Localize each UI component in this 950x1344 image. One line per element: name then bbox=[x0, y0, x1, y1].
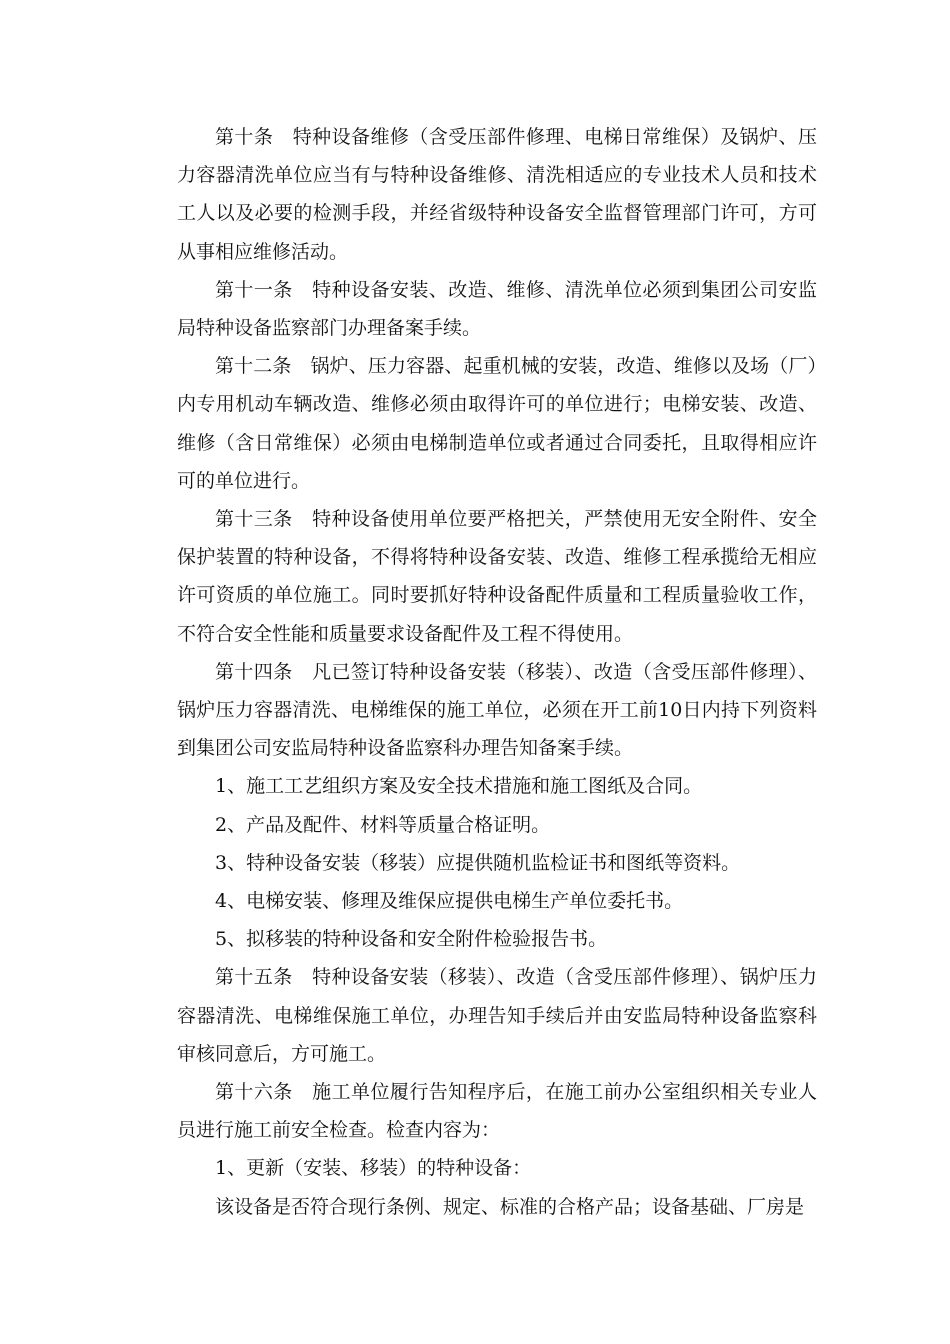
article-13-paragraph: 第十三条 特种设备使用单位要严格把关，严禁使用无安全附件、安全保护装置的特种设备，不得将特种设备安装、改造、维修工程承揽给无相应许可资质的单位施工。同时要抓好特种设备配件质量和工程质量验收工作，不符合安全性能和质量要求设备配件及工程不得使用。 bbox=[177, 508, 817, 645]
list-item: 2、产品及配件、材料等质量合格证明。 bbox=[215, 813, 551, 836]
article-14-paragraph: 第十四条 凡已签订特种设备安装（移装）、改造（含受压部件修理）、锅炉压力容器清洗、电梯维保的施工单位，必须在开工前10日内持下列资料到集团公司安监局特种设备监察科办理告知备案手续。 bbox=[177, 660, 817, 760]
list-item: 5、拟移装的特种设备和安全附件检验报告书。 bbox=[215, 928, 608, 951]
document-body bbox=[177, 118, 817, 1226]
body-paragraph: 该设备是否符合现行条例、规定、标准的合格产品；设备基础、厂房是 bbox=[215, 1195, 805, 1218]
article-15-paragraph: 第十五条 特种设备安装（移装）、改造（含受压部件修理）、锅炉压力容器清洗、电梯维保施工单位，办理告知手续后并由安监局特种设备监察科审核同意后，方可施工。 bbox=[177, 966, 817, 1065]
article-11-paragraph: 第十一条 特种设备安装、改造、维修、清洗单位必须到集团公司安监局特种设备监察部门办理备案手续。 bbox=[177, 278, 817, 340]
list-item: 3、特种设备安装（移装）应提供随机监检证书和图纸等资料。 bbox=[215, 851, 741, 874]
article-16-paragraph: 第十六条 施工单位履行告知程序后，在施工前办公室组织相关专业人员进行施工前安全检查。检查内容为： bbox=[177, 1081, 817, 1142]
list-item: 1、更新（安装、移装）的特种设备： bbox=[215, 1157, 532, 1180]
article-12-paragraph: 第十二条 锅炉、压力容器、起重机械的安装，改造、维修以及场（厂）内专用机动车辆改造、维修必须由取得许可的单位进行；电梯安装、改造、维修（含日常维保）必须由电梯制造单位或者通过合同委托，且取得相应许可的单位进行。 bbox=[177, 355, 817, 492]
article-10-paragraph: 第十条 特种设备维修（含受压部件修理、电梯日常维保）及锅炉、压力容器清洗单位应当有与特种设备维修、清洗相适应的专业技术人员和技术工人以及必要的检测手段，并经省级特种设备安全监督管理部门许可，方可从事相应维修活动。 bbox=[177, 126, 817, 263]
list-item: 1、施工工艺组织方案及安全技术措施和施工图纸及合同。 bbox=[215, 775, 703, 798]
list-item: 4、电梯安装、修理及维保应提供电梯生产单位委托书。 bbox=[215, 890, 684, 913]
